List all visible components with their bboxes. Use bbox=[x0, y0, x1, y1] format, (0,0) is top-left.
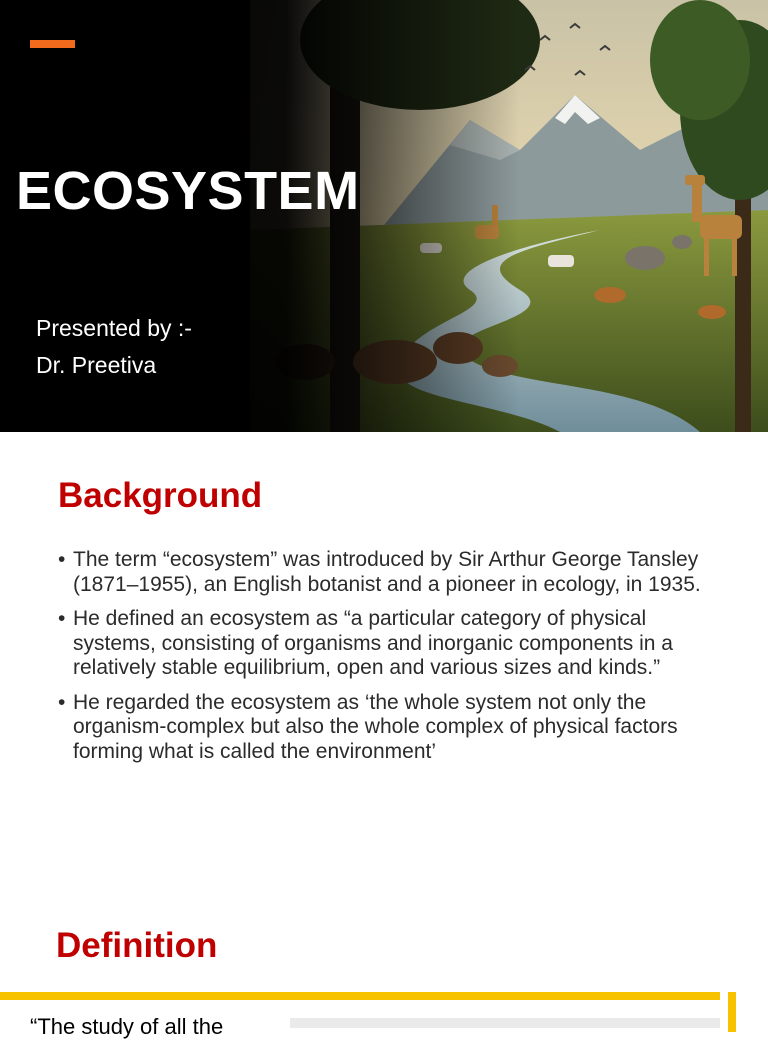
bullet-item: • The term “ecosystem” was introduced by Sir Arthur George Tansley (1871–1955), an English botanist and a pioneer in ecology, in 1935. bbox=[58, 548, 701, 596]
accent-line bbox=[0, 992, 720, 1000]
accent-bar bbox=[30, 40, 75, 48]
bullet-item: • He regarded the ecosystem as ‘the whole system not only the organism-complex but also the whole complex of physical factors forming what is called the environment’ bbox=[58, 690, 678, 763]
definition-slide bbox=[0, 988, 768, 1039]
title-slide bbox=[0, 0, 768, 432]
definition-quote: “The study of all the bbox=[30, 1014, 224, 1039]
definition-heading: Definition bbox=[56, 926, 218, 965]
bullet-item: • He defined an ecosystem as “a particular category of physical systems, consisting of organisms and inorganic components in a relatively stable equilibrium, open and various sizes and kinds.” bbox=[58, 607, 673, 679]
presenter-block bbox=[36, 310, 192, 384]
accent-line-vertical bbox=[728, 992, 736, 1032]
background-heading: Background bbox=[58, 476, 263, 515]
background-slide bbox=[0, 432, 768, 988]
presented-by-label: Presented by :- bbox=[36, 315, 192, 341]
background-bullet-list bbox=[58, 548, 728, 774]
content-box bbox=[290, 1018, 720, 1028]
slide-title: ECOSYSTEM bbox=[16, 161, 360, 221]
presenter-name: Dr. Preetiva bbox=[36, 352, 157, 378]
